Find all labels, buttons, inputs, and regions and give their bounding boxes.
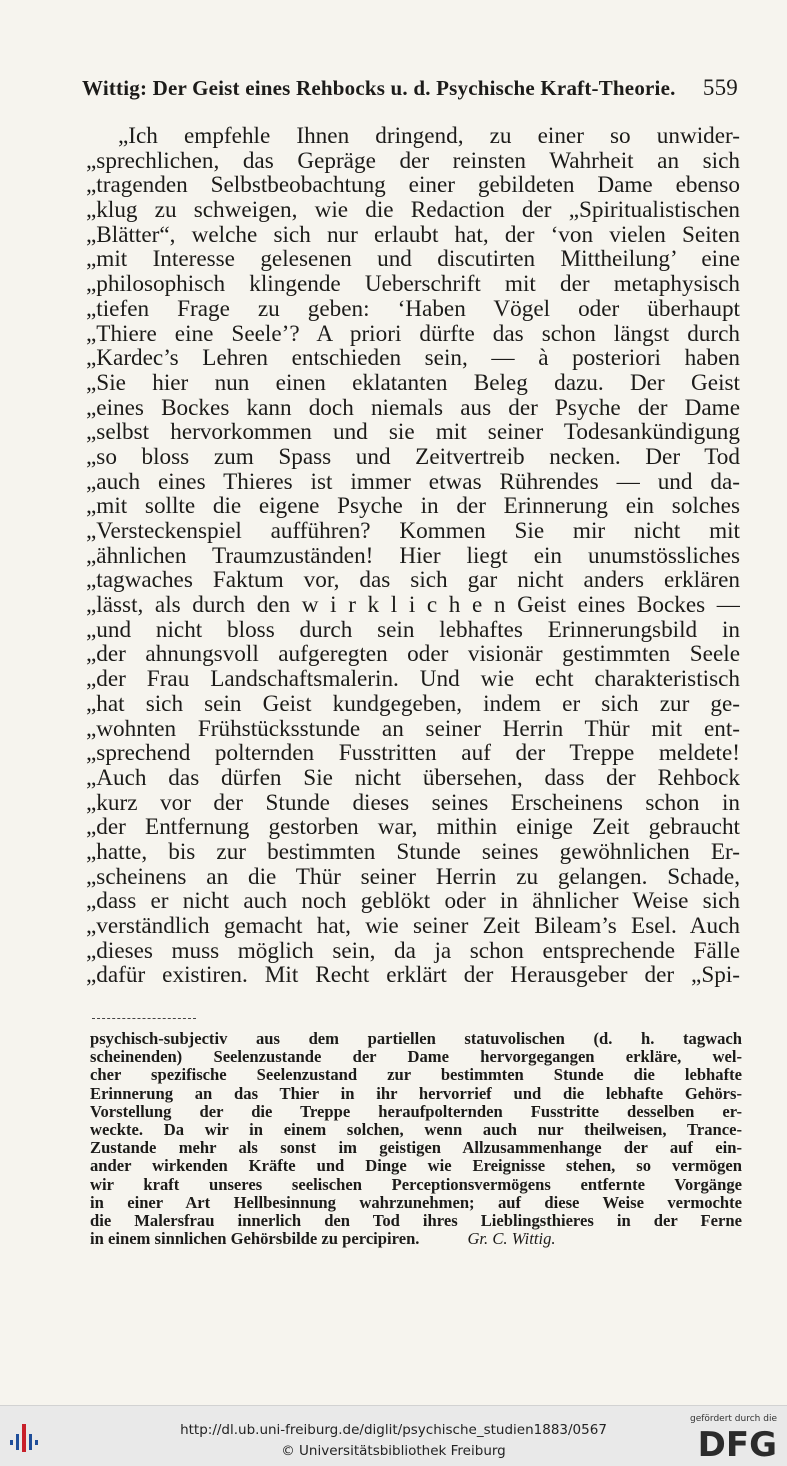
body-line: „hatte, bis zur bestimmten Stunde seines gewöhnlichen Er-	[86, 839, 740, 865]
body-line: „und nicht bloss durch sein lebhaftes Erinnerungsbild in	[86, 617, 740, 643]
body-line: „Sie hier nun einen eklatanten Beleg dazu. Der Geist	[86, 370, 740, 396]
body-line: „der Frau Landschaftsmalerin. Und wie echt charakteristisch	[86, 667, 740, 692]
body-line: „der Entfernung gestorben war, mithin einige Zeit gebraucht	[86, 815, 740, 840]
body-line: „philosophisch klingende Ueberschrift mit der metaphysisch	[86, 272, 740, 297]
body-line: „ähnlichen Traumzuständen! Hier liegt ein unumstössliches	[86, 543, 740, 569]
footnote-last-line	[90, 1230, 742, 1248]
body-line: „tragenden Selbstbeobachtung einer gebildeten Dame ebenso	[86, 173, 740, 199]
footnote-last-text: in einem sinnlichen Gehörsbilde zu percipiren.	[90, 1230, 420, 1249]
body-line: „verständlich gemacht hat, wie seiner Zeit Bileam’s Esel. Auch	[86, 914, 740, 939]
body-line: „der ahnungsvoll aufgeregten oder visionär gestimmten Seele	[86, 642, 740, 668]
footnote-rule	[92, 1018, 196, 1019]
body-line: „dieses muss möglich sein, da ja schon entsprechende Fälle	[86, 938, 740, 964]
body-line: „dafür existiren. Mit Recht erklärt der Herausgeber der „Spi-	[86, 963, 740, 989]
footnote-line: Erinnerung an das Thier in ihr hervorrief und die lebhafte Gehörs-	[90, 1084, 742, 1103]
copyright-notice: © Universitätsbibliothek Freiburg	[281, 1443, 506, 1459]
body-line: „selbst hervorkommen und sie mit seiner Todesankündigung	[86, 420, 740, 445]
body-line: „scheinens an die Thür seiner Herrin zu gelangen. Schade,	[86, 864, 740, 890]
footnote-line: Zustande mehr als sonst im geistigen Allzusammenhange der auf ein-	[90, 1139, 742, 1158]
body-line: „tagwaches Faktum vor, das sich gar nicht anders erklären	[86, 568, 740, 594]
footnote	[90, 1030, 742, 1248]
body-line: „lässt, als durch den w i r k l i c h e n Geist eines Bockes —	[86, 593, 740, 618]
body-line: „Versteckenspiel aufführen? Kommen Sie mir nicht mit	[86, 519, 740, 544]
dfg-logo-icon	[685, 1426, 777, 1460]
body-line: „Blätter“, welche sich nur erlaubt hat, der ‘von vielen Seiten	[86, 222, 740, 248]
footnote-line: cher spezifische Seelenzustand zur bestimmten Stunde die lebhafte	[90, 1066, 742, 1085]
footnote-line: die Malersfrau innerlich den Tod ihres Lieblingsthieres in der Ferne	[90, 1211, 742, 1230]
body-line: „tiefen Frage zu geben: ‘Haben Vögel oder überhaupt	[86, 296, 740, 322]
body-line: „Thiere eine Seele’? A priori dürfte das schon längst durch	[86, 321, 740, 347]
footnote-line: psychisch-subjectiv aus dem partiellen statuvolischen (d. h. tagwach	[90, 1030, 742, 1048]
running-head	[82, 76, 742, 101]
viewer-footer	[0, 1405, 787, 1466]
funded-by-text: gefördert durch die	[690, 1414, 777, 1424]
body-line: „so bloss zum Spass und Zeitvertreib necken. Der Tod	[86, 444, 740, 470]
footnote-line: ander wirkenden Kräfte und Dinge wie Ereignisse stehen, so vermögen	[90, 1157, 742, 1176]
body-line: „Ich empfehle Ihnen dringend, zu einer so unwider-	[118, 124, 740, 149]
body-line: „hat sich sein Geist kundgegeben, indem er sich zur ge-	[86, 691, 740, 717]
body-line: „mit sollte die eigene Psyche in der Erinnerung ein solches	[86, 494, 740, 519]
dfg-logo-text: DFG	[697, 1426, 777, 1460]
body-line: „klug zu schweigen, wie die Redaction der „Spiritualistischen	[86, 198, 740, 223]
footnote-line: Vorstellung der die Treppe heraufpolternden Fusstritte desselben er-	[90, 1102, 742, 1121]
body-line: „dass er nicht auch noch geblökt oder in ähnlicher Weise sich	[86, 889, 740, 914]
page-url-link[interactable]: http://dl.ub.uni-freiburg.de/diglit/psychische_studien1883/0567	[180, 1422, 607, 1438]
body-text	[86, 124, 740, 988]
footnote-line: scheinenden) Seelenzustande der Dame hervorgegangen erkläre, wel-	[90, 1048, 742, 1067]
page-number: 559	[702, 75, 738, 100]
footnote-signature: Gr. C. Wittig.	[467, 1230, 556, 1249]
running-head-title: Wittig: Der Geist eines Rehbocks u. d. Psychische Kraft-Theorie.	[82, 76, 676, 100]
scan-top-marks	[0, 0, 787, 12]
body-line: „sprechlichen, das Gepräge der reinsten Wahrheit an sich	[86, 148, 740, 174]
body-line: „auch eines Thieres ist immer etwas Rührendes — und da-	[86, 469, 740, 495]
body-line: „Kardec’s Lehren entschieden sein, — à posteriori haben	[86, 346, 740, 371]
body-line: „wohnten Frühstücksstunde an seiner Herrin Thür mit ent-	[86, 716, 740, 742]
body-line: „sprechend polternden Fusstritten auf der Treppe meldete!	[86, 741, 740, 766]
body-line: „Auch das dürfen Sie nicht übersehen, dass der Rehbock	[86, 765, 740, 791]
body-line: „kurz vor der Stunde dieses seines Erscheinens schon in	[86, 790, 740, 816]
footnote-line: weckte. Da wir in einem solchen, wenn auch nur theilweisen, Trance-	[90, 1120, 742, 1139]
body-line: „eines Bockes kann doch niemals aus der Psyche der Dame	[86, 395, 740, 421]
body-line: „mit Interesse gelesenen und discutirten Mittheilung’ eine	[86, 247, 740, 273]
footnote-line: in einer Art Hellbesinnung wahrzunehmen; auf diese Weise vermochte	[90, 1193, 742, 1212]
footnote-line: wir kraft unseres seelischen Perceptionsvermögens entfernte Vorgänge	[90, 1175, 742, 1194]
